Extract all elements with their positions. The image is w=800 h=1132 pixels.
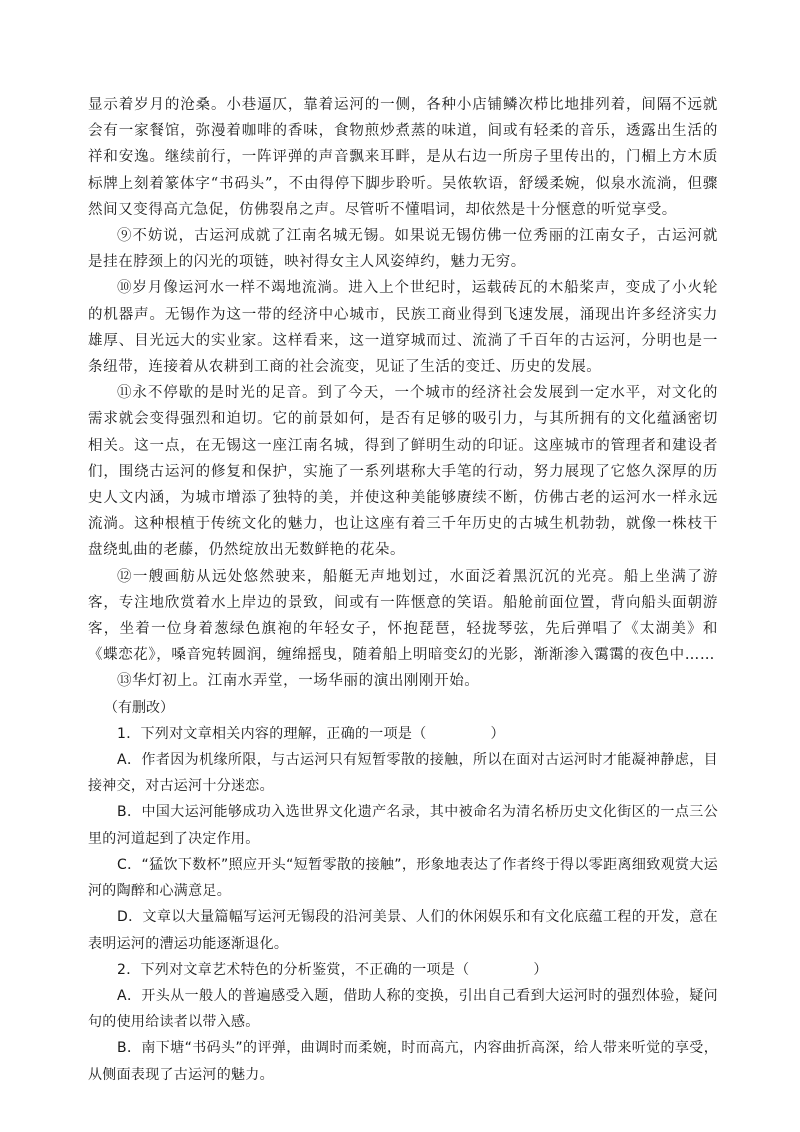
- question-2-stem: [88, 957, 718, 983]
- passage-paragraph-8-continued: 显示着岁月的沧桑。小巷逼仄，靠着运河的一侧，各种小店铺鳞次栉比地排列着，间隔不远就会有一家餐馆，弥漫着咖啡的香味，食物煎炒煮蒸的味道，间或有轻柔的音乐，透露出生活的祥和安逸。继续前行，一阵评弹的声音飘来耳畔，是从右边一所房子里传出的，门楣上方木质标牌上刻着篆体字“书码头”，不由得停下脚步聆听。吴侬软语，舒缓柔婉，似泉水流淌，但骤然间又变得高亢急促，仿佛裂帛之声。尽管听不懂唱词，却依然是十分惬意的听觉享受。: [88, 97, 718, 218]
- question-2-option-a: A．开头从一般人的普遍感受入题，借助人称的变换，引出自己看到大运河时的强烈体验，疑问句的使用给读者以带入感。: [88, 987, 718, 1031]
- passage-paragraph-9: ⑨不妨说，古运河成就了江南名城无锡。如果说无锡仿佛一位秀丽的江南女子，古运河就是挂在脖颈上的闪光的项链，映衬得女主人风姿绰约，魅力无穷。: [88, 228, 718, 271]
- passage-paragraph-11: ⑪永不停歇的是时光的足音。到了今天，一个城市的经济社会发展到一定水平，对文化的需求就会变得强烈和迫切。它的前景如何，是否有足够的吸引力，与其所拥有的文化蕴涵密切相关。这一点，在无锡这一座江南名城，得到了鲜明生动的印证。这座城市的管理者和建设者们，围绕古运河的修复和保护，实施了一系列堪称大手笔的行动，努力展现了它悠久深厚的历史人文内涵，为城市增添了独特的美，并使这种美能够赓续不断，仿佛古老的运河水一样永远流淌。这种根植于传统文化的魅力，也让这座有着三千年历史的古城生机勃勃，就像一株枝干盘绕虬曲的老藤，仍然绽放出无数鲜艳的花朵。: [88, 385, 718, 559]
- question-list: [88, 721, 718, 1088]
- question-1-option-d: D．文章以大量篇幅写运河无锡段的沿河美景、人们的休闲娱乐和有文化底蕴工程的开发，意在表明运河的漕运功能逐渐退化。: [88, 909, 718, 952]
- document-body: [88, 92, 718, 1088]
- passage-paragraph-10: ⑩岁月像运河水一样不竭地流淌。进入上个世纪时，运载砖瓦的木船桨声，变成了小火轮的机器声。无锡作为这一带的经济中心城市，民族工商业得到飞速发展，涌现出许多经济实力雄厚、目光远大的实业家。这样看来，这一道穿城而过、流淌了千百年的古运河，分明也是一条纽带，连接着从农耕到工商的社会流变，见证了生活的变迁、历史的发展。: [88, 280, 718, 376]
- question-1-stem: [88, 721, 718, 747]
- question-1-text: 1．下列对文章相关内容的理解，正确的一项是（: [117, 725, 427, 742]
- question-2-option-b: B．南下塘“书码头”的评弹，曲调时而柔婉，时而高亢，内容曲折高深，给人带来听觉的享受，从侧面表现了古运河的魅力。: [88, 1040, 718, 1083]
- question-1-option-b: B．中国大运河能够成功入选世界文化遗产名录，其中被命名为清名桥历史文化街区的一点三公里的河道起到了决定作用。: [88, 804, 718, 847]
- question-2-close: ）: [533, 961, 548, 978]
- question-1-close: ）: [490, 725, 505, 742]
- question-1-option-c: C．“猛饮下数杯”照应开头“短暂零散的接触”，形象地表达了作者终于得以零距离细致观赏大运河的陶醉和心满意足。: [88, 856, 718, 900]
- passage-paragraph-12: ⑫一艘画舫从远处悠然驶来，船艇无声地划过，水面泛着黑沉沉的光亮。船上坐满了游客，专注地欣赏着水上岸边的景致，间或有一阵惬意的笑语。船舱前面位置，背向船头面朝游客，坐着一位身着葱绿色旗袍的年轻女子，怀抱琵琶，轻拢琴弦，先后弹唱了《太湖美》和《蝶恋花》，嗓音宛转圆润，缠绵摇曳，随着船上明暗变幻的光影，渐渐渗入霭霭的夜色中……: [88, 568, 718, 664]
- source-note: （有删改）: [104, 699, 174, 716]
- question-1-option-a: A．作者因为机缘所限，与古运河只有短暂零散的接触，所以在面对古运河时才能凝神静虑，目接神交，对古运河十分迷恋。: [88, 752, 718, 795]
- reading-passage: [88, 92, 718, 695]
- passage-paragraph-13: ⑬华灯初上。江南水弄堂，一场华丽的演出刚刚开始。: [117, 673, 480, 690]
- question-2-text: 2．下列对文章艺术特色的分析鉴赏，不正确的一项是（: [117, 961, 470, 978]
